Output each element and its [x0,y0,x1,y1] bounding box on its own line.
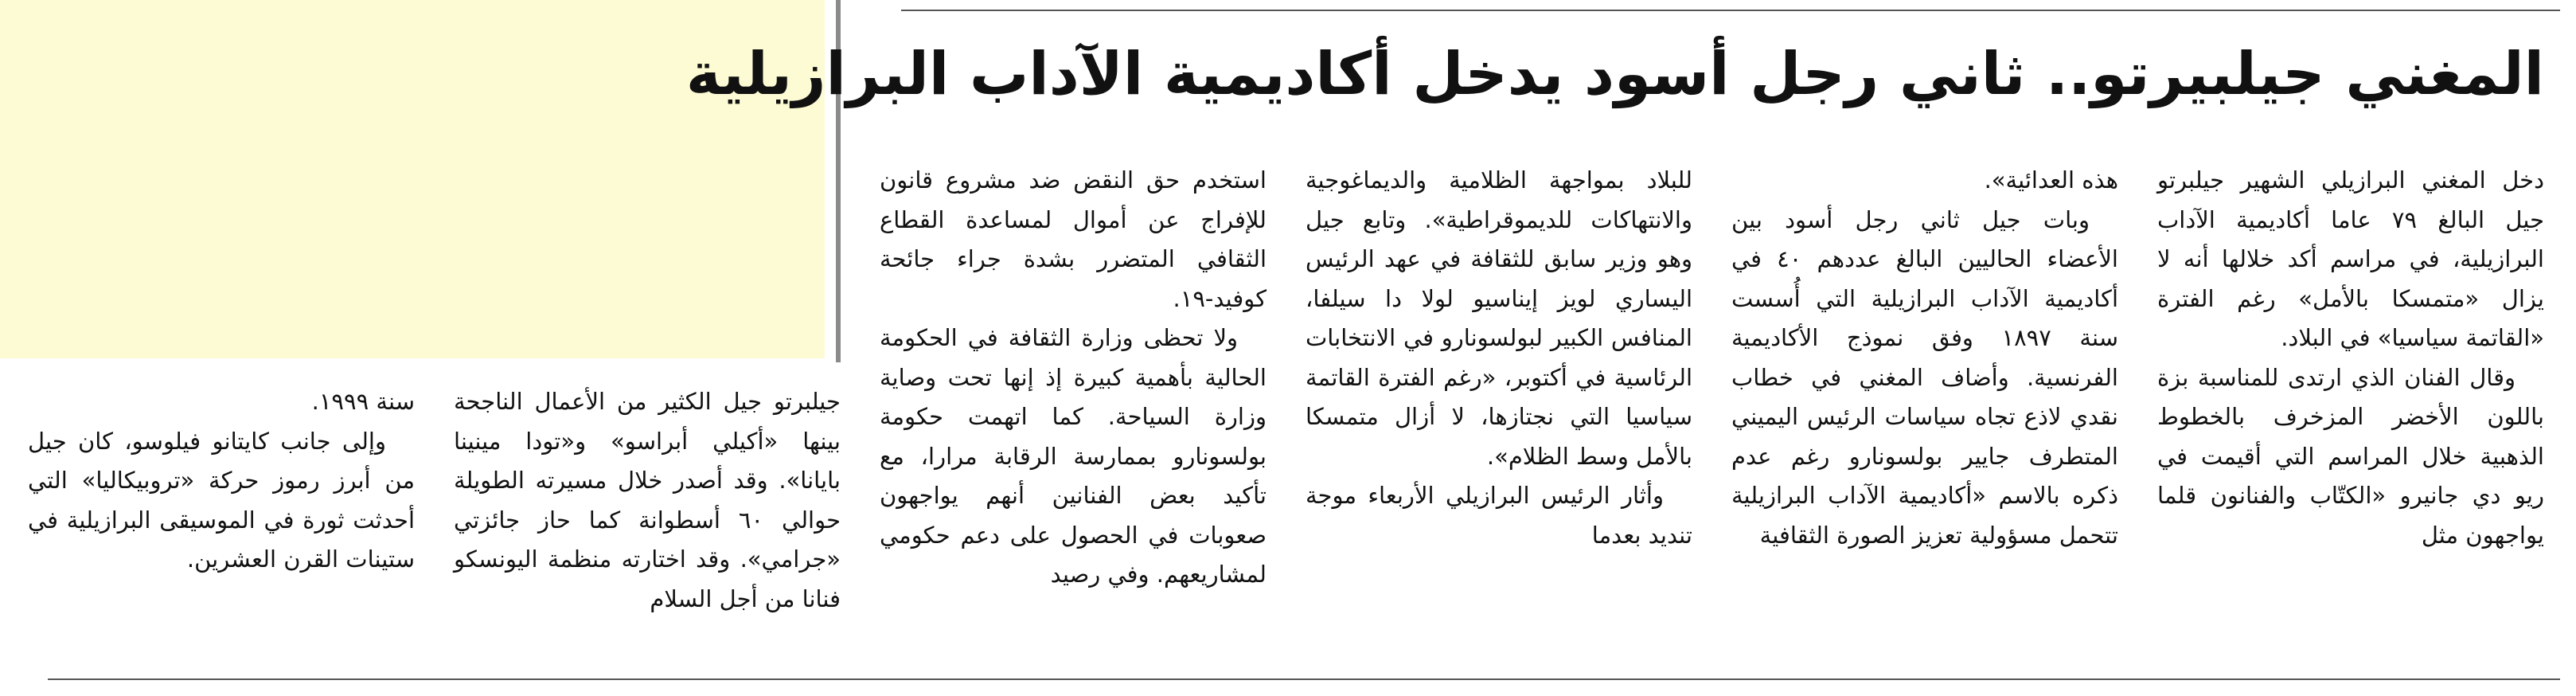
paragraph: وإلى جانب كايتانو فيلوسو، كان جيل من أبرز رموز حركة «تروبيكاليا» التي أحدثت ثورة في الموسيقى البرازيلية في ستينات القرن العشرين. [28,427,415,573]
paragraph: هذه العدائية». [1984,166,2118,194]
article-column-5 [454,382,841,619]
paragraph: وأثار الرئيس البرازيلي الأربعاء موجة تنديد بعدما [1306,482,1692,549]
paragraph: جيلبرتو جيل الكثير من الأعمال الناجحة بينها «أكيلي أبراسو» و«تودا مينينا بايانا». وقد أصدر خلال مسيرته الطويلة حوالي ٦٠ أسطوانة كما حاز جائزتي «جرامي». وقد اختارته منظمة اليونسكو فنانا من أجل السلام [454,388,841,612]
article-column-1 [2157,161,2544,555]
paragraph: سنة ١٩٩٩. [311,388,415,415]
top-divider [901,10,2560,11]
paragraph: للبلاد بمواجهة الظلامية والديماغوجية والانتهاكات للديموقراطية». وتابع جيل وهو وزير سابق للثقافة في عهد الرئيس اليساري لويز إيناسيو لولا دا سيلفا، المنافس الكبير لبولسونارو في الانتخابات الرئاسية في أكتوبر، «رغم الفترة القاتمة سياسيا التي نجتازها، لا أزال متمسكا بالأمل وسط الظلام». [1306,166,1692,470]
paragraph: وقال الفنان الذي ارتدى للمناسبة بزة باللون الأخضر المزخرف بالخطوط الذهبية خلال المراسم التي أقيمت في ريو دي جانيرو «الكتّاب والفنانون قلما يواجهون مثل [2157,363,2544,549]
article-headline: المغني جيلبيرتو.. ثاني رجل أسود يدخل أكاديمية الآداب البرازيلية [685,40,2544,108]
article-column-3 [1306,161,1692,555]
paragraph: وبات جيل ثاني رجل أسود بين الأعضاء الحاليين البالغ عددهم ٤٠ في أكاديمية الآداب البرازيلية التي أُسست سنة ١٨٩٧ وفق نموذج الأكاديمية الفرنسية. وأضاف المغني في خطاب نقدي لاذع تجاه سياسات الرئيس اليميني المتطرف جايير بولسونارو رغم عدم ذكره بالاسم «أكاديمية الآداب البرازيلية تتحمل مسؤولية تعزيز الصورة الثقافية [1731,205,2118,549]
article-column-2 [1731,161,2118,555]
paragraph: ولا تحظى وزارة الثقافة في الحكومة الحالية بأهمية كبيرة إذ إنها تحت وصاية وزارة السياحة. كما اتهمت حكومة بولسونارو بممارسة الرقابة مرارا، مع تأكيد بعض الفنانين أنهم يواجهون صعوبات في الحصول على دعم حكومي لمشاريعهم. وفي رصيد [880,324,1267,588]
bottom-divider [48,678,2560,680]
article-column-6 [28,382,415,580]
article-column-4 [880,161,1267,595]
paragraph: استخدم حق النقض ضد مشروع قانون للإفراج عن أموال لمساعدة القطاع الثقافي المتضرر بشدة جراء جائحة كوفيد-١٩. [880,166,1267,312]
paragraph: دخل المغني البرازيلي الشهير جيلبرتو جيل البالغ ٧٩ عاما أكاديمية الآداب البرازيلية، في مراسم أكد خلالها أنه لا يزال «متمسكا بالأمل» رغم الفترة «القاتمة سياسيا» في البلاد. [2157,166,2544,351]
